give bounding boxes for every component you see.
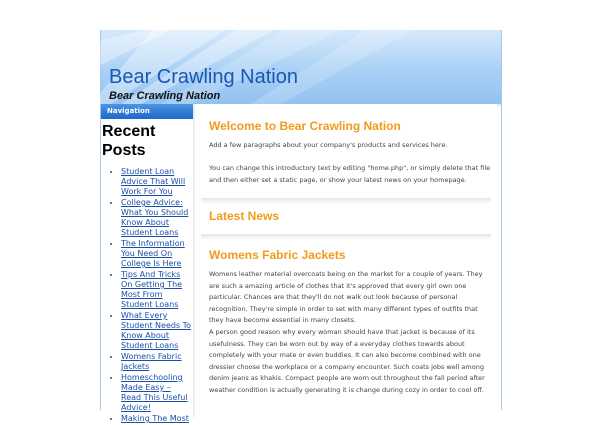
list-item — [121, 198, 193, 238]
page-container — [100, 30, 502, 423]
post-title[interactable]: Womens Fabric Jackets — [209, 248, 346, 262]
welcome-heading: Welcome to Bear Crawling Nation — [209, 119, 401, 133]
sidebar — [101, 104, 193, 423]
site-title[interactable]: Bear Crawling Nation — [109, 66, 298, 88]
section-divider — [201, 234, 491, 240]
recent-post-link[interactable]: What Every Student Needs To Know About Student Loans — [121, 311, 192, 350]
recent-post-link[interactable]: Womens Fabric Jackets — [121, 352, 182, 371]
welcome-paragraph: Add a few paragraphs about your company's products and services here. — [209, 141, 448, 149]
list-item — [121, 270, 193, 310]
welcome-paragraph: You can change this introductory text by editing "home.php", or simply delete that file and then either set a static page, or show your latest news on your homepage. — [209, 164, 491, 184]
recent-post-link[interactable]: College Advice: What You Should Know About Student Loans — [121, 198, 189, 237]
site-tagline: Bear Crawling Nation — [109, 90, 221, 102]
recent-post-link[interactable]: Homeschooling Made Easy – Read This Useful Advice! — [121, 373, 188, 412]
recent-posts-heading: Recent Posts — [102, 123, 156, 159]
navigation-bar[interactable]: Navigation — [101, 104, 193, 119]
list-item — [121, 167, 193, 197]
list-item — [121, 352, 193, 372]
list-item — [121, 311, 193, 351]
site-header — [101, 30, 501, 104]
post-paragraph: A person good reason why every woman should have that jacket is because of its usefulness. They can be worn out by way of a everyday clothes towards about completely with your mate or even buddies. It can also become combined with one dressier choose the workplace or a company encounter. Such coats jobs well among denim jeans as khakis. Compact people are worn out throughout the fall period after weather condition is actually generating it is change during cozy in order to cool off. — [209, 328, 485, 394]
recent-post-link[interactable]: Tips And Tricks On Getting The Most From Student Loans — [121, 270, 183, 309]
list-item — [121, 414, 193, 424]
list-item — [121, 239, 193, 269]
latest-news-heading: Latest News — [209, 209, 280, 223]
recent-post-link[interactable]: Student Loan Advice That Will Work For You — [121, 167, 186, 196]
recent-post-link[interactable]: Making The Most — [121, 414, 189, 423]
list-item — [121, 373, 193, 413]
section-divider — [201, 198, 491, 204]
main-content — [195, 104, 497, 414]
post-paragraph: Womens leather material overcoats being on the market for a couple of years. They are such a amazing article of clothes that it's approved that every girl own one particular. Chances are that they'll do not walk out look because of personal recognition. They're simple in order to set with many different types of outfits that they have become essential in many closets. — [209, 270, 483, 324]
recent-posts-list — [101, 167, 193, 425]
recent-post-link[interactable]: The Information You Need On College Is Here — [121, 239, 185, 268]
